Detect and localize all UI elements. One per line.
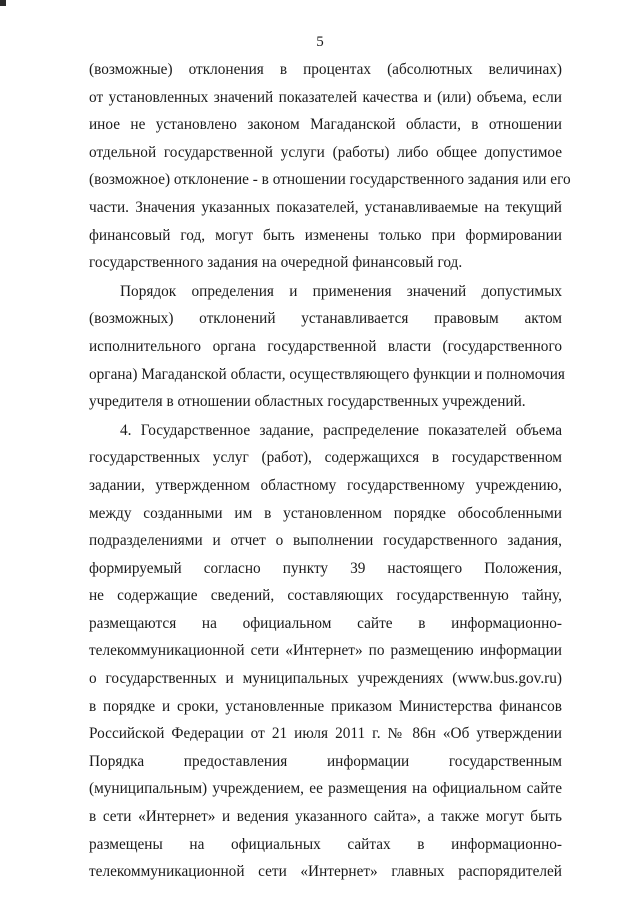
paragraph — [89, 278, 565, 416]
text-line: финансовый год, могут быть изменены только при формировании — [89, 226, 562, 244]
text-line: Порядок определения и применения значений допустимых — [120, 282, 562, 300]
text-line: в сети «Интернет» и ведения указанного сайта», а также могут быть — [89, 808, 562, 826]
text-line: телекоммуникационной сети «Интернет» главных распорядителей — [89, 863, 562, 881]
text-line: государственных услуг (работ), содержащихся в государственном — [89, 449, 562, 467]
paragraph — [89, 417, 562, 886]
text-line: (возможные) отклонения в процентах (абсолютных величинах) — [89, 61, 562, 78]
text-line: не содержащие сведений, составляющих государственную тайну, — [89, 587, 562, 605]
text-line: иное не установлено законом Магаданской области, в отношении — [89, 116, 562, 134]
text-line: в порядке и сроки, установленные приказом Министерства финансов — [89, 697, 562, 715]
text-line: размещены на официальных сайтах в информационно- — [89, 835, 562, 853]
text-line: (возможное) отклонение - в отношении государственного задания или его — [89, 171, 571, 189]
text-line: задании, утвержденном областному государственному учреждению, — [89, 476, 562, 494]
text-line: (возможных) отклонений устанавливается правовым актом — [89, 310, 562, 328]
text-line: (муниципальным) учреждением, ее размещения на официальном сайте — [89, 780, 562, 798]
text-line: отдельной государственной услуги (работы) либо общее допустимое — [89, 143, 562, 161]
text-line: части. Значения указанных показателей, устанавливаемые на текущий — [89, 198, 562, 216]
text-line: телекоммуникационной сети «Интернет» по размещению информации — [89, 642, 562, 660]
paragraph — [89, 56, 571, 277]
text-line: государственного задания на очередной финансовый год. — [89, 254, 463, 272]
text-line: Российской Федерации от 21 июля 2011 г. № 86н «Об утверждении — [89, 725, 562, 743]
text-line: размещаются на официальном сайте в информационно- — [89, 614, 562, 632]
scan-edge-mark — [0, 0, 6, 6]
text-line: учредителя в отношении областных государственных учреждений. — [89, 393, 526, 411]
text-line: исполнительного органа государственной власти (государственного — [89, 337, 562, 355]
text-line: о государственных и муниципальных учреждениях (www.bus.gov.ru) — [89, 670, 562, 688]
text-line: подразделениями и отчет о выполнении государственного задания, — [89, 532, 562, 550]
document-body — [89, 56, 571, 886]
text-line: органа) Магаданской области, осуществляющего функции и полномочия — [89, 365, 565, 383]
text-line: 4. Государственное задание, распределение показателей объема — [120, 421, 562, 439]
text-line: формируемый согласно пункту 39 настоящего Положения, — [89, 559, 562, 577]
text-line: от установленных значений показателей качества и (или) объема, если — [89, 88, 562, 106]
text-line: Порядка предоставления информации государственным — [89, 752, 562, 770]
page-number: 5 — [316, 34, 324, 50]
text-line: между созданными им в установленном порядке обособленными — [89, 504, 562, 522]
